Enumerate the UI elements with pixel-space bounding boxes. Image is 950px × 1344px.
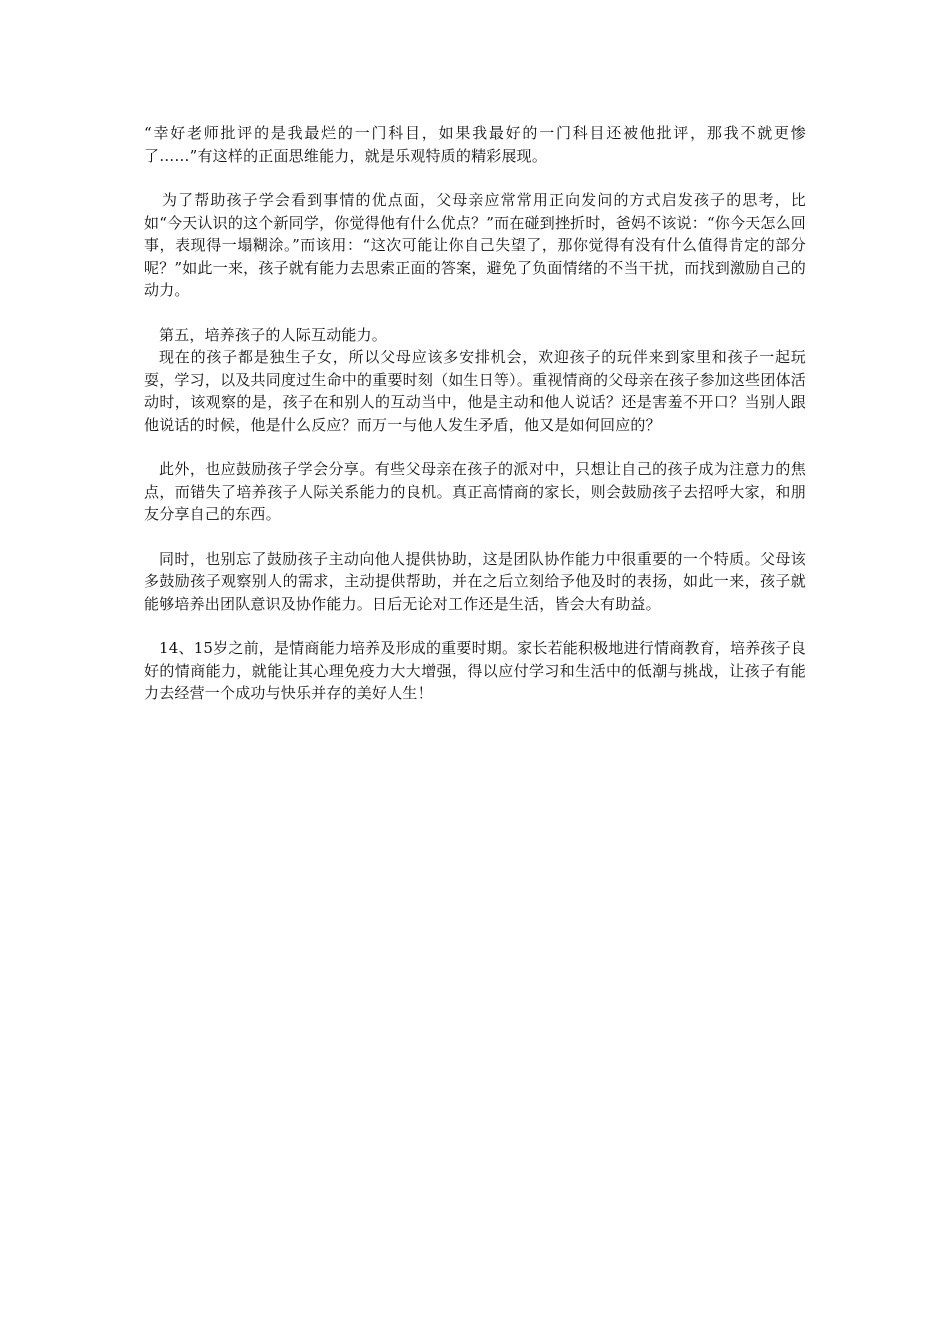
paragraph-gap [144, 302, 806, 324]
paragraph-cooperation: 同时，也别忘了鼓励孩子主动向他人提供协助，这是团队协作能力中很重要的一个特质。父母该多鼓励孩子观察别人的需求，主动提供帮助，并在之后立刻给予他及时的表扬，如此一来，孩子就能够培养出团队意识及协作能力。日后无论对工作还是生活，皆会大有助益。 [144, 549, 806, 613]
paragraph-interaction-ability: 现在的孩子都是独生子女，所以父母应该多安排机会，欢迎孩子的玩伴来到家里和孩子一起玩耍，学习，以及共同度过生命中的重要时刻（如生日等）。重视情商的父母亲在孩子参加这些团体活动时，该观察的是，孩子在和别人的互动当中，他是主动和他人说话？还是害羞不开口？当别人跟他说话的时候，他是什么反应？而万一与他人发生矛盾，他又是如何回应的？ [144, 348, 806, 434]
paragraph-gap [144, 526, 806, 548]
section-heading-fifth: 第五，培养孩子的人际互动能力。 [159, 325, 388, 344]
paragraph-positive-questioning: 为了帮助孩子学会看到事情的优点面，父母亲应常常用正向发问的方式启发孩子的思考，比如“今天认识的这个新同学，你觉得他有什么优点？”而在碰到挫折时，爸妈不该说：“你今天怎么回事，表现得一塌糊涂。”而该用：“这次可能让你自己失望了，那你觉得有没有什么值得肯定的部分呢？”如此一来，孩子就有能力去思索正面的答案，避免了负面情绪的不当干扰，而找到激励自己的动力。 [144, 191, 807, 299]
paragraph-gap [144, 615, 806, 637]
document-page [144, 122, 806, 705]
paragraph-sharing: 此外，也应鼓励孩子学会分享。有些父母亲在孩子的派对中，只想让自己的孩子成为注意力的焦点，而错失了培养孩子人际关系能力的良机。真正高情商的家长，则会鼓励孩子去招呼大家，和朋友分享自己的东西。 [144, 460, 806, 523]
paragraph-conclusion: 14、15岁之前，是情商能力培养及形成的重要时期。家长若能积极地进行情商教育，培养孩子良好的情商能力，就能让其心理免疫力大大增强，得以应付学习和生活中的低潮与挑战，让孩子有能力去经营一个成功与快乐并存的美好人生！ [144, 639, 806, 702]
paragraph-optimism-example: “幸好老师批评的是我最烂的一门科目，如果我最好的一门科目还被他批评，那我不就更惨了……”有这样的正面思维能力，就是乐观特质的精彩展现。 [144, 124, 806, 165]
paragraph-gap [144, 167, 806, 189]
paragraph-gap [144, 436, 806, 458]
